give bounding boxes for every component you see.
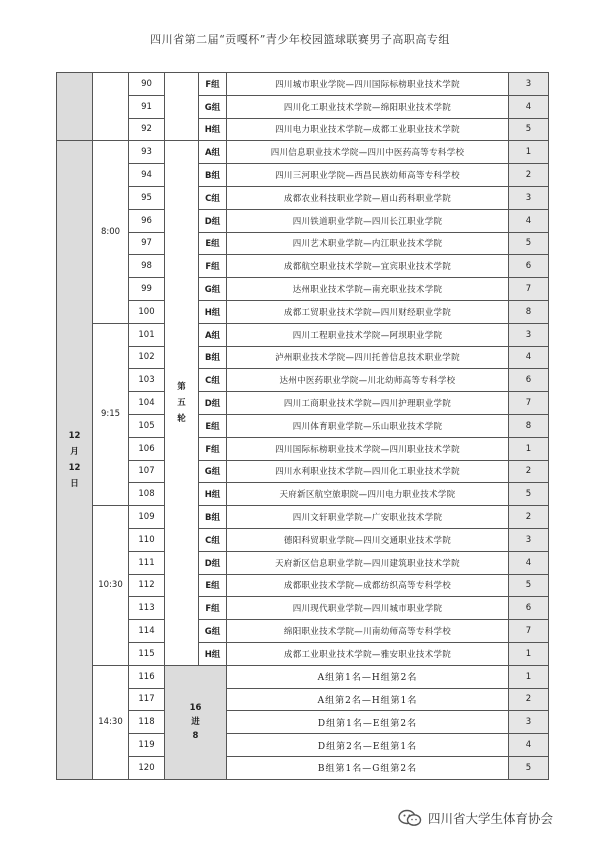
court-cell: 3 (509, 323, 549, 346)
match-number: 97 (129, 232, 165, 255)
group-cell: C组 (199, 369, 227, 392)
group-cell: H组 (199, 118, 227, 141)
court-cell: 4 (509, 346, 549, 369)
court-cell: 6 (509, 369, 549, 392)
match-cell: 成都工贸职业技术学院—四川财经职业学院 (227, 300, 509, 323)
table-row (57, 506, 549, 529)
match-number: 107 (129, 460, 165, 483)
table-row (57, 734, 549, 757)
match-number: 92 (129, 118, 165, 141)
match-cell: 四川文轩职业学院—广安职业技术学院 (227, 506, 509, 529)
group-cell: A组 (199, 141, 227, 164)
group-cell: E组 (199, 232, 227, 255)
match-cell: 四川艺术职业学院—内江职业技术学院 (227, 232, 509, 255)
table-row (57, 460, 549, 483)
match-number: 90 (129, 73, 165, 96)
group-cell: A组 (199, 323, 227, 346)
match-number: 104 (129, 392, 165, 415)
match-number: 119 (129, 734, 165, 757)
match-number: 106 (129, 437, 165, 460)
match-number: 105 (129, 414, 165, 437)
court-cell: 5 (509, 574, 549, 597)
match-number: 109 (129, 506, 165, 529)
table-row (57, 323, 549, 346)
match-number: 116 (129, 665, 165, 688)
group-cell: H组 (199, 300, 227, 323)
court-cell: 6 (509, 255, 549, 278)
group-cell: G组 (199, 620, 227, 643)
match-number: 93 (129, 141, 165, 164)
round-cell-prev (165, 73, 199, 141)
group-cell: D组 (199, 209, 227, 232)
match-cell: 成都职业技术学院—成都纺织高等专科学校 (227, 574, 509, 597)
table-row (57, 574, 549, 597)
court-cell: 4 (509, 95, 549, 118)
table-row (57, 186, 549, 209)
match-number: 98 (129, 255, 165, 278)
time-cell-1430: 14:30 (93, 665, 129, 779)
court-cell: 8 (509, 414, 549, 437)
court-cell: 2 (509, 688, 549, 711)
group-cell: G组 (199, 95, 227, 118)
table-row (57, 665, 549, 688)
match-number: 110 (129, 528, 165, 551)
court-cell: 5 (509, 483, 549, 506)
schedule-table (56, 72, 549, 780)
table-row (57, 688, 549, 711)
match-cell: 达州中医药职业学院—川北幼师高等专科学校 (227, 369, 509, 392)
match-cell: 泸州职业技术学院—四川托普信息技术职业学院 (227, 346, 509, 369)
footer-account-name: 四川省大学生体育协会 (428, 811, 554, 826)
match-cell: 天府新区信息职业学院—四川建筑职业技术学院 (227, 551, 509, 574)
match-number: 111 (129, 551, 165, 574)
match-number: 96 (129, 209, 165, 232)
match-number: 94 (129, 164, 165, 187)
match-cell: 四川工商职业技术学院—四川护理职业学院 (227, 392, 509, 415)
table-row (57, 414, 549, 437)
table-row (57, 437, 549, 460)
match-number: 103 (129, 369, 165, 392)
round-cell: 第 五 轮 (165, 141, 199, 665)
knockout-round-cell: 16 进 8 (165, 665, 227, 779)
match-number: 117 (129, 688, 165, 711)
time-cell-0800: 8:00 (93, 141, 129, 323)
group-cell: D组 (199, 392, 227, 415)
date-cell-prev (57, 73, 93, 141)
court-cell: 1 (509, 437, 549, 460)
match-cell: D组第2名—E组第1名 (227, 734, 509, 757)
court-cell: 3 (509, 528, 549, 551)
court-cell: 1 (509, 665, 549, 688)
match-number: 118 (129, 711, 165, 734)
table-row (57, 95, 549, 118)
match-number: 113 (129, 597, 165, 620)
group-cell: F组 (199, 255, 227, 278)
court-cell: 4 (509, 209, 549, 232)
table-row (57, 483, 549, 506)
table-row (57, 551, 549, 574)
group-cell: F组 (199, 437, 227, 460)
match-cell: 四川信息职业技术学院—四川中医药高等专科学校 (227, 141, 509, 164)
table-row (57, 209, 549, 232)
table-row (57, 255, 549, 278)
court-cell: 7 (509, 392, 549, 415)
table-row (57, 278, 549, 301)
table-row (57, 620, 549, 643)
group-cell: G组 (199, 460, 227, 483)
group-cell: H组 (199, 483, 227, 506)
court-cell: 7 (509, 278, 549, 301)
match-number: 99 (129, 278, 165, 301)
court-cell: 7 (509, 620, 549, 643)
table-row (57, 232, 549, 255)
date-cell: 12 月 12 日 (57, 141, 93, 779)
match-cell: 四川化工职业技术学院—绵阳职业技术学院 (227, 95, 509, 118)
document-title: 四川省第二届“贡嘎杯”青少年校园篮球联赛男子高职高专组 (150, 33, 450, 46)
court-cell: 3 (509, 186, 549, 209)
match-number: 95 (129, 186, 165, 209)
group-cell: F组 (199, 597, 227, 620)
match-number: 108 (129, 483, 165, 506)
match-number: 101 (129, 323, 165, 346)
group-cell: C组 (199, 186, 227, 209)
table-row (57, 369, 549, 392)
match-cell: 四川城市职业学院—四川国际标榜职业技术学院 (227, 73, 509, 96)
group-cell: F组 (199, 73, 227, 96)
group-cell: B组 (199, 346, 227, 369)
group-cell: B组 (199, 164, 227, 187)
group-cell: G组 (199, 278, 227, 301)
match-number: 91 (129, 95, 165, 118)
match-cell: 四川体育职业学院—乐山职业技术学院 (227, 414, 509, 437)
court-cell: 3 (509, 711, 549, 734)
court-cell: 5 (509, 232, 549, 255)
match-cell: 四川现代职业学院—四川城市职业学院 (227, 597, 509, 620)
match-cell: 达州职业技术学院—南充职业技术学院 (227, 278, 509, 301)
match-number: 100 (129, 300, 165, 323)
match-cell: D组第1名—E组第2名 (227, 711, 509, 734)
match-cell: 四川三河职业学院—西昌民族幼师高等专科学校 (227, 164, 509, 187)
match-cell: B组第1名—G组第2名 (227, 756, 509, 779)
match-cell: 四川电力职业技术学院—成都工业职业技术学院 (227, 118, 509, 141)
match-cell: 四川工程职业技术学院—阿坝职业学院 (227, 323, 509, 346)
court-cell: 2 (509, 460, 549, 483)
match-cell: 四川水利职业技术学院—四川化工职业技术学院 (227, 460, 509, 483)
table-row (57, 711, 549, 734)
time-cell-0915: 9:15 (93, 323, 129, 505)
match-cell: 成都农业科技职业学院—眉山药科职业学院 (227, 186, 509, 209)
match-cell: 天府新区航空旅职院—四川电力职业技术学院 (227, 483, 509, 506)
court-cell: 4 (509, 551, 549, 574)
match-cell: 四川铁道职业学院—四川长江职业学院 (227, 209, 509, 232)
court-cell: 5 (509, 756, 549, 779)
table-row (57, 392, 549, 415)
match-cell: A组第2名—H组第1名 (227, 688, 509, 711)
table-row (57, 756, 549, 779)
table-row (57, 164, 549, 187)
group-cell: E组 (199, 414, 227, 437)
group-cell: B组 (199, 506, 227, 529)
table-row (57, 642, 549, 665)
match-cell: A组第1名—H组第2名 (227, 665, 509, 688)
court-cell: 1 (509, 642, 549, 665)
court-cell: 2 (509, 506, 549, 529)
footer-account (398, 804, 553, 832)
table-row (57, 141, 549, 164)
match-cell: 成都航空职业技术学院—宜宾职业技术学院 (227, 255, 509, 278)
court-cell: 4 (509, 734, 549, 757)
group-cell: H组 (199, 642, 227, 665)
court-cell: 5 (509, 118, 549, 141)
court-cell: 8 (509, 300, 549, 323)
match-cell: 绵阳职业技术学院—川南幼师高等专科学校 (227, 620, 509, 643)
time-cell-prev (93, 73, 129, 141)
court-cell: 1 (509, 141, 549, 164)
group-cell: D组 (199, 551, 227, 574)
group-cell: E组 (199, 574, 227, 597)
table-row (57, 300, 549, 323)
group-cell: C组 (199, 528, 227, 551)
match-number: 112 (129, 574, 165, 597)
wechat-icon (398, 809, 422, 827)
table-row (57, 528, 549, 551)
table-row (57, 118, 549, 141)
court-cell: 6 (509, 597, 549, 620)
table-row (57, 73, 549, 96)
table-row (57, 346, 549, 369)
match-cell: 德阳科贸职业学院—四川交通职业技术学院 (227, 528, 509, 551)
match-number: 114 (129, 620, 165, 643)
match-cell: 四川国际标榜职业技术学院—四川职业技术学院 (227, 437, 509, 460)
match-cell: 成都工业职业技术学院—雅安职业技术学院 (227, 642, 509, 665)
time-cell-1030: 10:30 (93, 506, 129, 666)
court-cell: 3 (509, 73, 549, 96)
court-cell: 2 (509, 164, 549, 187)
table-row (57, 597, 549, 620)
match-number: 102 (129, 346, 165, 369)
match-number: 120 (129, 756, 165, 779)
match-number: 115 (129, 642, 165, 665)
